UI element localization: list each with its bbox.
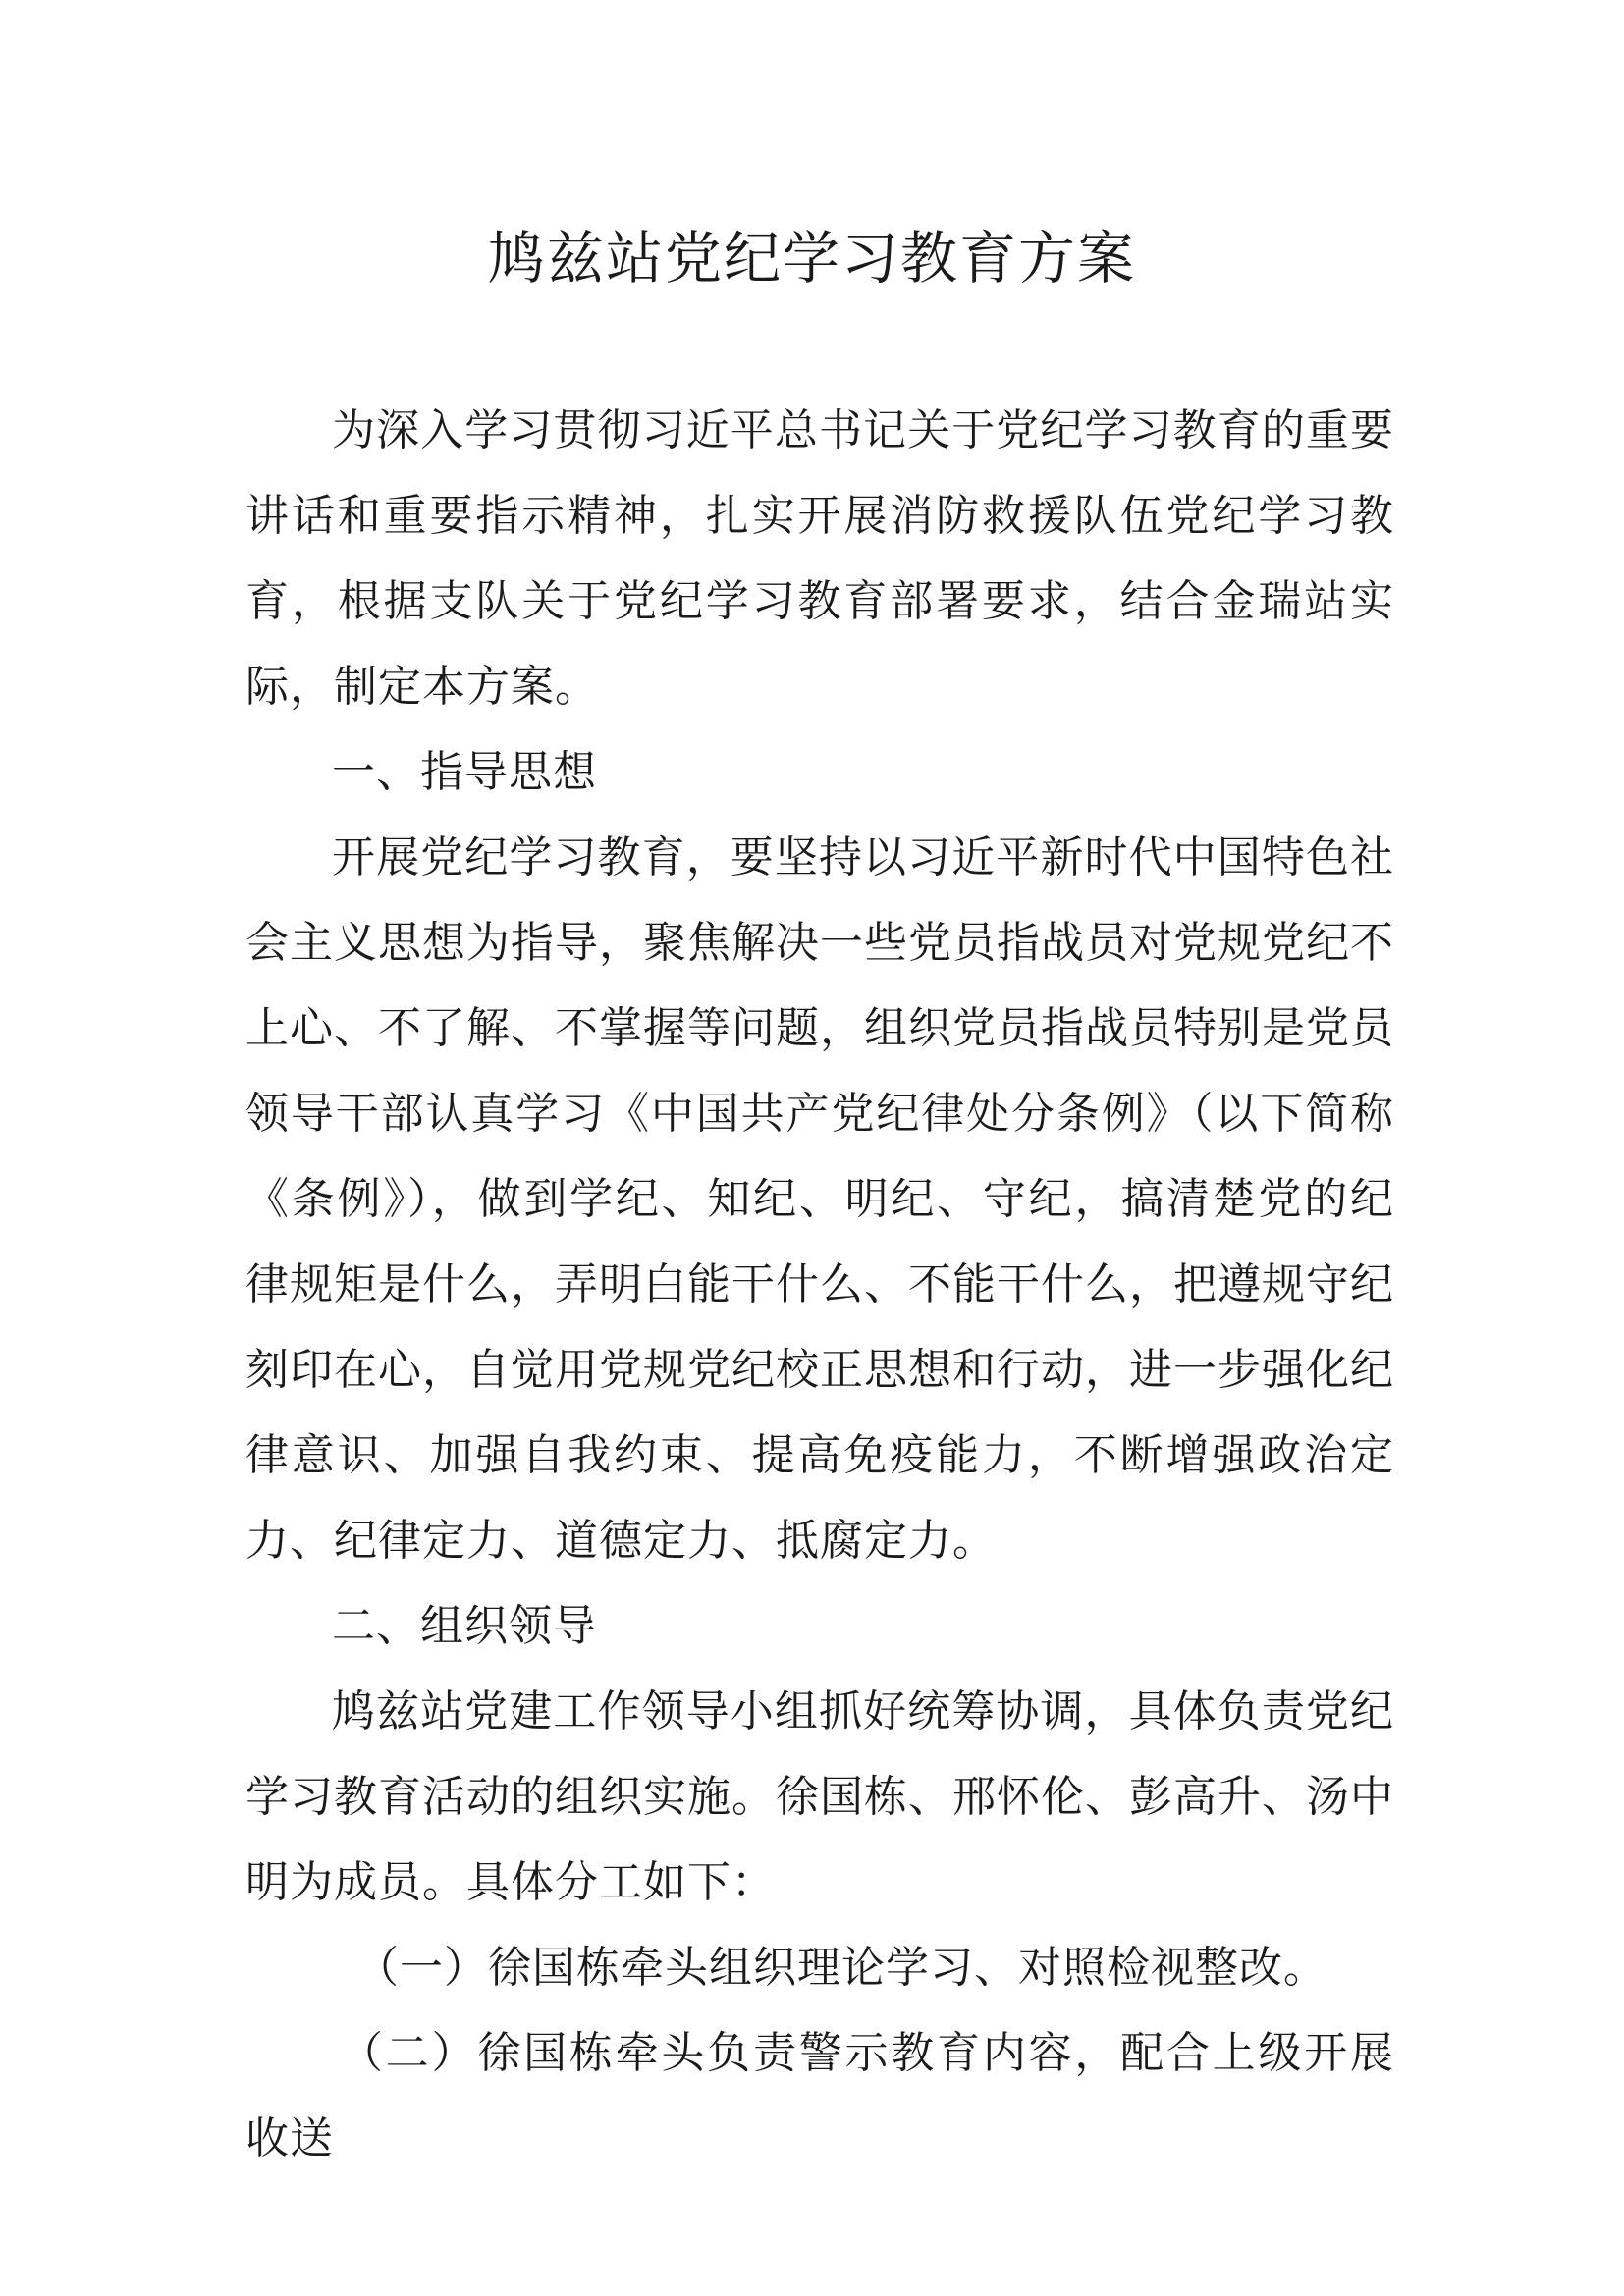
section-heading-guiding-ideology: 一、指导思想 <box>332 747 597 797</box>
organization-paragraph: 鸠兹站党建工作领导小组抓好统筹协调，具体负责党纪学习教育活动的组织实施。徐国栋、邢怀伦、彭高升、汤中明为成员。具体分工如下： <box>245 1686 1394 1907</box>
intro-paragraph: 为深入学习贯彻习近平总书记关于党纪学习教育的重要讲话和重要指示精神，扎实开展消防救援队伍党纪学习教育，根据支队关于党纪学习教育部署要求，结合金瑞站实际，制定本方案。 <box>245 405 1394 712</box>
guiding-ideology-paragraph: 开展党纪学习教育，要坚持以习近平新时代中国特色社会主义思想为指导，聚焦解决一些党员指战员对党规党纪不上心、不了解、不掌握等问题，组织党员指战员特别是党员领导干部认真学习《中国共产党纪律处分条例》（以下简称《条例》），做到学纪、知纪、明纪、守纪，搞清楚党的纪律规矩是什么，弄明白能干什么、不能干什么，把遵规守纪刻印在心，自觉用党规党纪校正思想和行动，进一步强化纪律意识、加强自我约束、提高免疫能力，不断增强政治定力、纪律定力、道德定力、抵腐定力。 <box>245 832 1394 1566</box>
division-item-1: （一）徐国栋牵头组织理论学习、对照检视整改。 <box>355 1943 1327 1993</box>
division-item-2: （二）徐国栋牵头负责警示教育内容，配合上级开展收送 <box>245 2028 1394 2163</box>
document-title: 鸠兹站党纪学习教育方案 <box>487 225 1136 292</box>
section-heading-organization: 二、组织领导 <box>332 1601 597 1651</box>
document-body <box>245 388 1394 2181</box>
